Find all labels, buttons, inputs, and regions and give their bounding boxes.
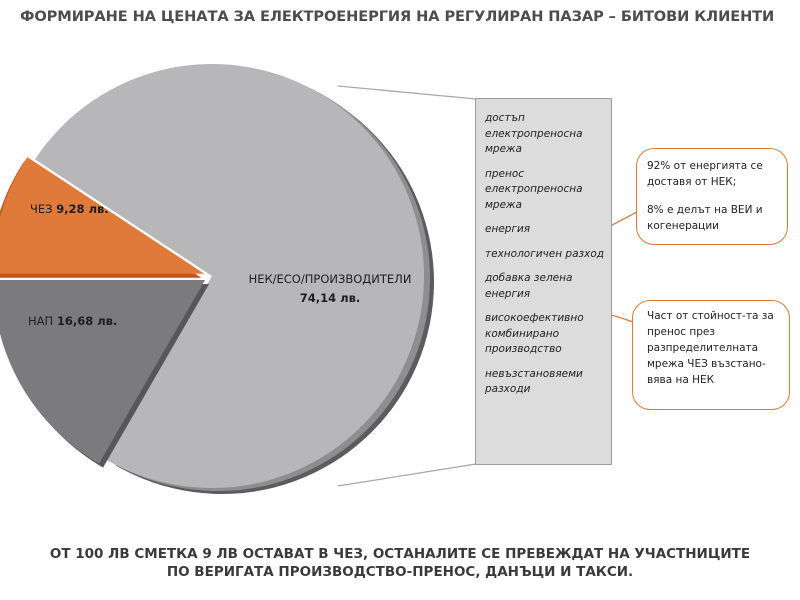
cost-item: енергия <box>485 223 531 235</box>
cost-item: високоефективно комбинирано производство <box>485 312 584 355</box>
cost-item: пренос електропреносна мрежа <box>485 167 583 211</box>
slice-value-nek: 74,14 лв. <box>299 291 361 305</box>
note-text: 92% от енергията се доставя от НЕК; <box>647 160 763 188</box>
energy-source-note <box>636 148 788 245</box>
slice-label-chez <box>30 202 109 216</box>
connector-line <box>338 86 476 99</box>
transfer-note <box>632 300 790 410</box>
cost-item: технологичен разход <box>485 247 605 260</box>
cost-item: невъзстановяеми разходи <box>485 367 583 395</box>
slice-label-name: НАП <box>28 314 57 328</box>
cost-breakdown-box <box>475 98 612 465</box>
cost-item: достъп електропреносна мрежа <box>485 112 583 155</box>
footer-caption <box>0 545 800 581</box>
slice-value: 9,28 лв. <box>56 202 109 216</box>
note-text: 8% е делът на ВЕИ и когенерации <box>647 204 763 232</box>
slice-label-name: ЧЕЗ <box>30 202 57 216</box>
pie-group <box>0 64 434 494</box>
cost-item: добавка зелена енергия <box>485 272 573 300</box>
connector-line <box>338 464 476 486</box>
footer-line: ОТ 100 ЛВ СМЕТКА 9 ЛВ ОСТАВАТ В ЧЕЗ, ОСТАНАЛИТЕ СЕ ПРЕВЕЖДАТ НА УЧАСТНИЦИТЕ <box>49 546 751 562</box>
slice-value: 16,68 лв. <box>56 314 118 328</box>
slice-label-nek: НЕК/ЕСО/ПРОИЗВОДИТЕЛИ <box>248 272 412 286</box>
slice-label-nap <box>28 314 117 328</box>
chart-title: ФОРМИРАНЕ НА ЦЕНАТА ЗА ЕЛЕКТРОЕНЕРГИЯ НА РЕГУЛИРАН ПАЗАР – БИТОВИ КЛИЕНТИ <box>20 8 775 25</box>
note-text: Част от стойност-та за пренос през разпределителната мрежа ЧЕЗ възстано-вява на НЕК <box>647 310 774 386</box>
footer-line: ПО ВЕРИГАТА ПРОИЗВОДСТВО-ПРЕНОС, ДАНЪЦИ И ТАКСИ. <box>166 564 634 580</box>
